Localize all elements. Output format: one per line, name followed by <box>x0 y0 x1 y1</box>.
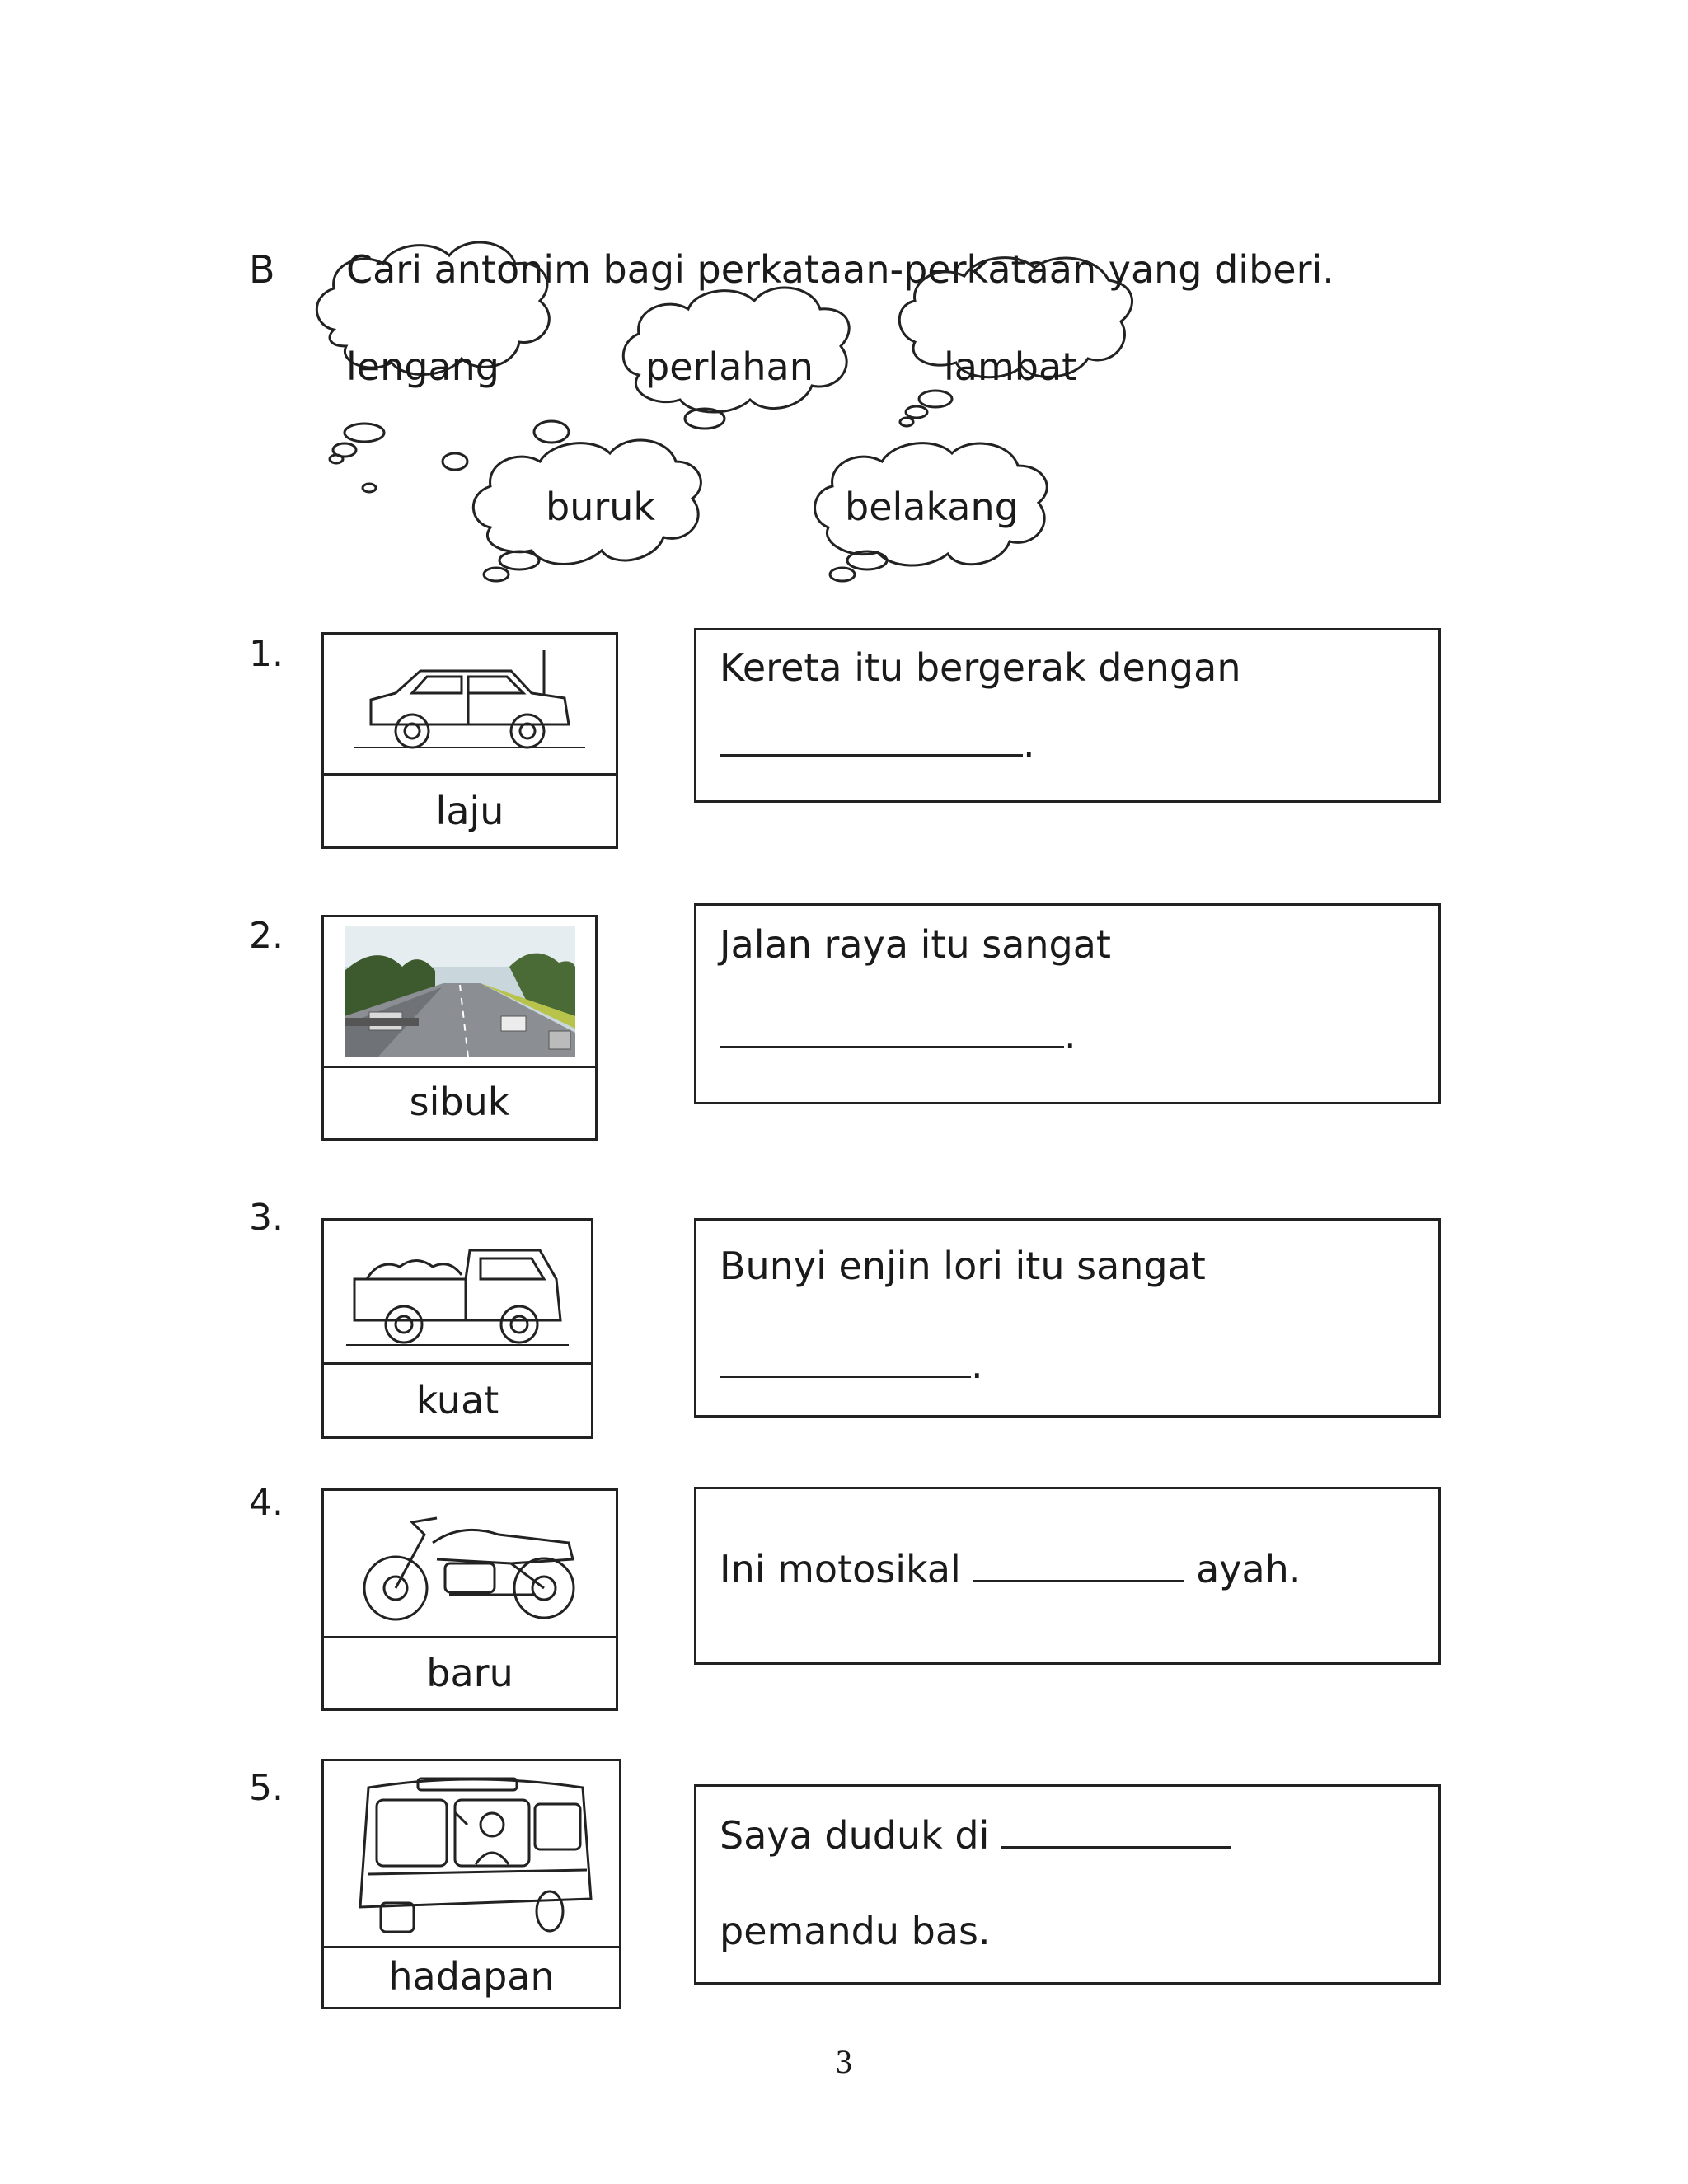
word-bank-item: buruk <box>546 485 656 529</box>
sentence-text: Bunyi enjin lori itu sangat <box>720 1244 1206 1288</box>
sentence-text: Kereta itu bergerak dengan <box>720 645 1241 690</box>
sentence-box-4 <box>694 1487 1441 1665</box>
question-number: 3. <box>249 1197 284 1239</box>
picture-word: kuat <box>415 1378 499 1422</box>
sentence-text[interactable]: Ini motosikal ayah. <box>720 1547 1301 1591</box>
truck-icon <box>324 1221 591 1365</box>
sentence-box-3 <box>694 1218 1441 1418</box>
sentence-box-1 <box>694 628 1441 803</box>
question-number: 4. <box>249 1482 284 1524</box>
picture-word: laju <box>435 789 504 833</box>
sentence-text[interactable]: Saya duduk di <box>720 1813 1231 1858</box>
picture-card-2 <box>321 915 598 1141</box>
page-number: 3 <box>836 2043 852 2080</box>
word-bank-item: belakang <box>845 485 1019 529</box>
car-icon <box>324 635 616 776</box>
picture-card-5 <box>321 1759 621 2009</box>
picture-card-1 <box>321 632 618 849</box>
question-number: 1. <box>249 633 284 675</box>
sentence-box-5 <box>694 1784 1441 1985</box>
sentence-text-line2: pemandu bas. <box>720 1909 991 1953</box>
picture-card-4 <box>321 1488 618 1711</box>
motorcycle-icon <box>324 1491 616 1638</box>
bus-icon <box>324 1761 619 1948</box>
question-number: 5. <box>249 1767 284 1809</box>
picture-card-3 <box>321 1218 593 1439</box>
word-bank-clouds <box>0 0 1688 626</box>
picture-word: baru <box>426 1651 513 1695</box>
sentence-text: Jalan raya itu sangat <box>720 922 1111 967</box>
highway-photo <box>324 917 595 1068</box>
picture-word: sibuk <box>409 1080 510 1124</box>
question-number: 2. <box>249 915 284 957</box>
picture-word: hadapan <box>388 1954 555 1999</box>
word-bank-item: lambat <box>944 344 1077 389</box>
word-bank-item: perlahan <box>645 344 814 389</box>
instruction-text: Cari antonim bagi perkataan-perkataan yang diberi. <box>346 247 1334 292</box>
word-bank-item: lengang <box>346 344 499 389</box>
answer-line[interactable]: . <box>720 1343 983 1387</box>
answer-line[interactable]: . <box>720 721 1035 766</box>
answer-line[interactable]: . <box>720 1013 1076 1057</box>
sentence-box-2 <box>694 903 1441 1104</box>
section-letter: B <box>249 247 275 292</box>
